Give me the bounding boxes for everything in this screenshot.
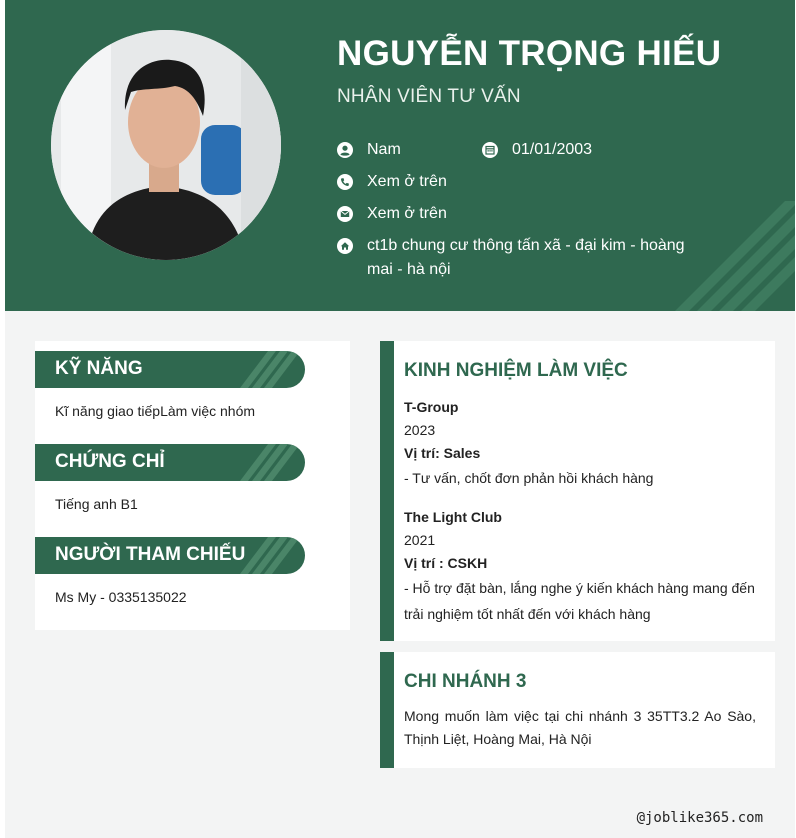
avatar-photo — [51, 30, 281, 260]
home-icon — [337, 238, 353, 254]
gender-row — [337, 138, 401, 162]
cv-page — [5, 0, 795, 838]
job-company: T-Group — [404, 399, 459, 415]
birthday-value: 01/01/2003 — [512, 141, 593, 158]
phone-value: Xem ở trên — [367, 173, 447, 190]
skills-title: KỸ NĂNG — [55, 358, 143, 379]
phone-icon — [337, 174, 353, 190]
header-stripes-decoration — [675, 201, 795, 311]
avatar — [51, 30, 281, 260]
address-value — [367, 234, 685, 282]
certificates-stripes-decoration — [235, 444, 305, 481]
skills-stripes-decoration — [235, 351, 305, 388]
branch-text: Mong muốn làm việc tại chi nhánh 3 35TT3.2 Ao Sào, Thịnh Liệt, Hoàng Mai, Hà Nội — [404, 708, 756, 747]
candidate-position: NHÂN VIÊN TƯ VẤN — [337, 86, 521, 107]
job-role: Vị trí: Sales — [404, 445, 481, 461]
experience-card — [380, 341, 775, 641]
skills-text: Kĩ năng giao tiếpLàm việc nhóm — [55, 403, 256, 419]
email-value: Xem ở trên — [367, 205, 447, 222]
phone-row — [337, 170, 447, 194]
job-description-line-1: - Hỗ trợ đặt bàn, lắng nghe ý kiến khách hàng mang đến — [404, 580, 755, 596]
gender-value: Nam — [367, 141, 401, 158]
calendar-icon — [482, 142, 498, 158]
footer-watermark: @joblike365.com — [636, 810, 763, 826]
certificates-title: CHỨNG CHỈ — [55, 451, 165, 472]
job-company: The Light Club — [404, 509, 502, 525]
references-header — [35, 537, 305, 574]
email-row — [337, 202, 447, 226]
left-column — [35, 341, 350, 630]
job-role: Vị trí : CSKH — [404, 555, 488, 571]
references-title: NGƯỜI THAM CHIẾU — [55, 544, 246, 565]
address-line-1: ct1b chung cư thông tấn xã - đại kim - hoàng — [367, 237, 685, 254]
user-icon — [337, 142, 353, 158]
cv-header — [5, 0, 795, 311]
job-description-line-2: trải nghiệm tốt nhất đến với khách hàng — [404, 606, 651, 622]
email-icon — [337, 206, 353, 222]
certificates-text: Tiếng anh B1 — [55, 496, 138, 512]
experience-title: KINH NGHIỆM LÀM VIỆC — [404, 360, 628, 381]
references-stripes-decoration — [235, 537, 305, 574]
candidate-name: NGUYỄN TRỌNG HIẾU — [337, 34, 722, 73]
skills-header — [35, 351, 305, 388]
references-text: Ms My - 0335135022 — [55, 589, 187, 605]
birthday-row — [482, 138, 592, 162]
address-line-2: mai - hà nội — [367, 261, 451, 278]
branch-title: CHI NHÁNH 3 — [404, 671, 527, 692]
job-description: - Tư vấn, chốt đơn phản hồi khách hàng — [404, 470, 654, 486]
address-row — [337, 234, 685, 282]
job-description — [404, 575, 756, 627]
job-year: 2021 — [404, 532, 436, 548]
job-year: 2023 — [404, 422, 436, 438]
branch-card — [380, 652, 775, 768]
certificates-header — [35, 444, 305, 481]
